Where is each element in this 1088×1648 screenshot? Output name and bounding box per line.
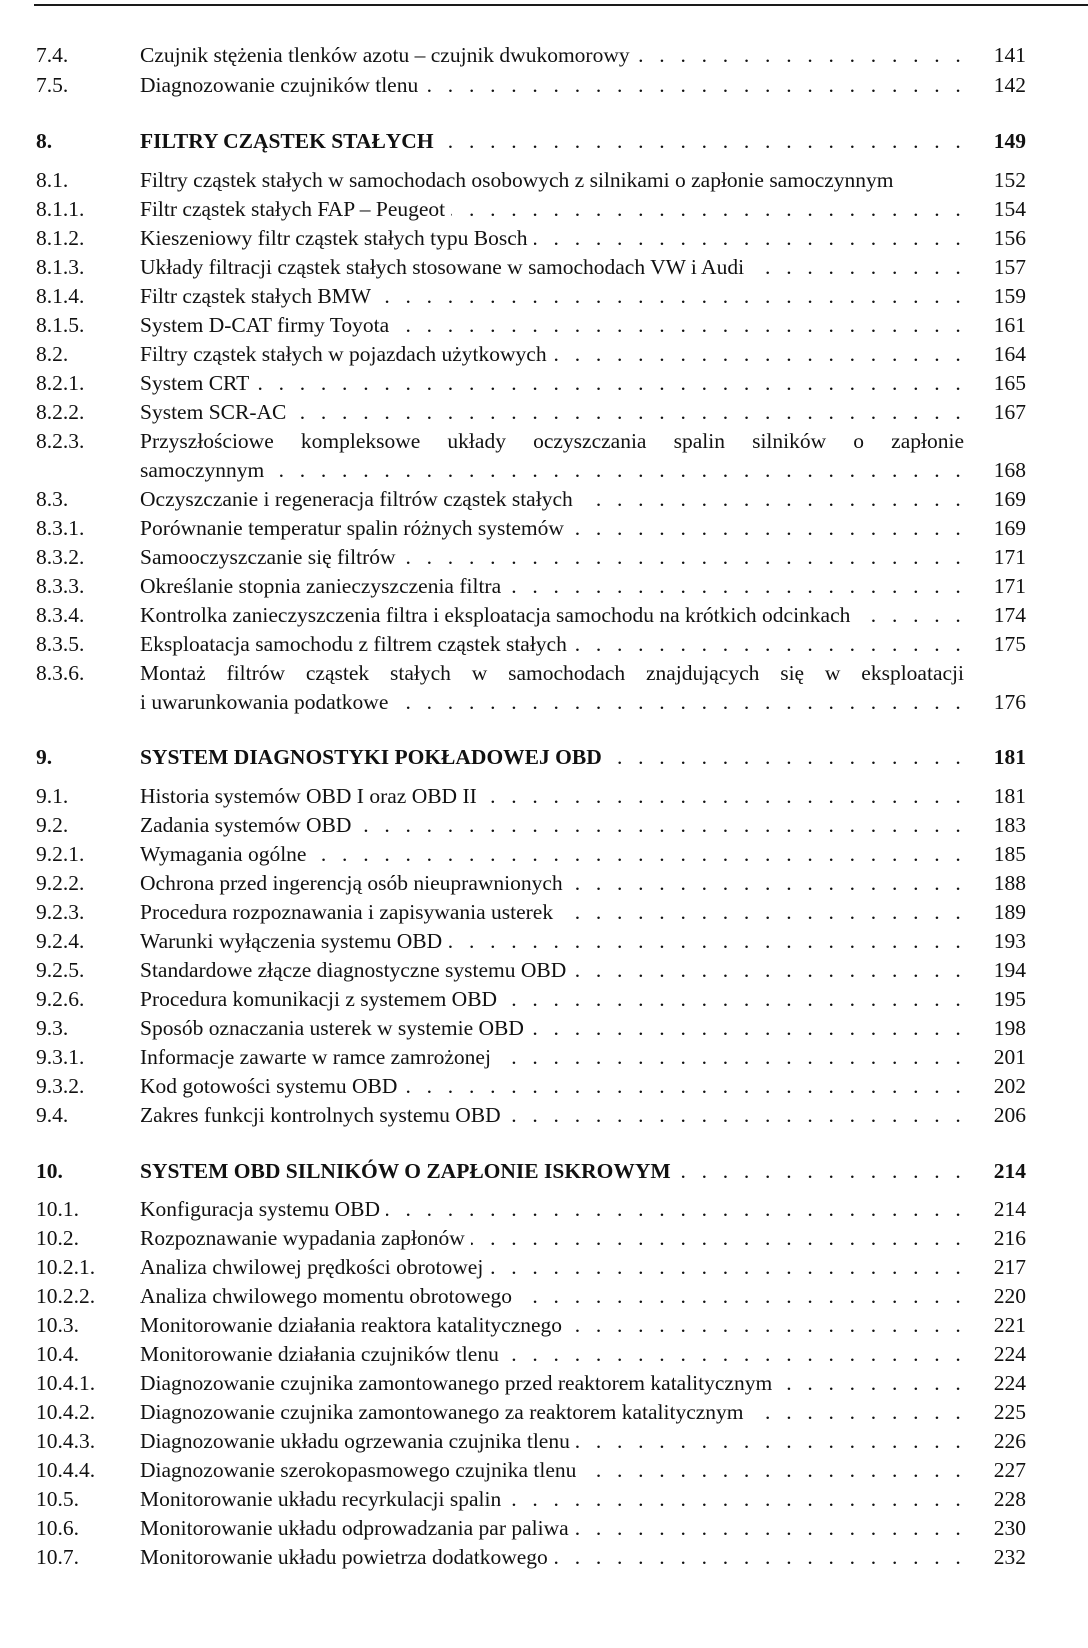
section-title-text: Monitorowanie działania reaktora katalitycznego [140, 1313, 568, 1337]
section-number: 10.1. [36, 1197, 79, 1221]
section-number: 9.2.6. [36, 987, 85, 1011]
section-title-text: Zakres funkcji kontrolnych systemu OBD [140, 1103, 507, 1127]
section-number: 10.7. [36, 1545, 79, 1569]
section-number: 10.4.2. [36, 1400, 96, 1424]
page-number: 154 [993, 197, 1026, 221]
section-number: 8. [36, 129, 53, 153]
toc-entry [0, 513, 1088, 543]
section-number: 9. [36, 745, 53, 769]
section-number: 10.4. [36, 1342, 79, 1366]
page-number: 165 [993, 371, 1026, 395]
section-title-text: System CRT [140, 371, 255, 395]
toc-entry [0, 165, 1088, 195]
toc-entry [0, 1397, 1088, 1427]
page-number: 195 [993, 987, 1026, 1011]
page-number: 161 [993, 313, 1026, 337]
section-title-text: Analiza chwilowej prędkości obrotowej [140, 1255, 489, 1279]
toc-entry [0, 1542, 1088, 1572]
section-number: 10.4.3. [36, 1429, 96, 1453]
section-number: 8.3.2. [36, 545, 85, 569]
section-number: 9.4. [36, 1103, 69, 1127]
section-number: 8.1.5. [36, 313, 85, 337]
section-title [140, 1252, 966, 1282]
toc-entry [0, 868, 1088, 898]
section-number: 8.3. [36, 487, 69, 511]
toc-entry [0, 926, 1088, 956]
section-title-text: Filtry cząstek stałych w samochodach osobowych z silnikami o zapłonie samoczynnym [140, 168, 900, 192]
section-number: 8.3.4. [36, 603, 85, 627]
toc-entry [0, 426, 1088, 456]
toc-entry [0, 781, 1088, 811]
section-number: 10. [36, 1159, 63, 1183]
section-number: 9.2.1. [36, 842, 85, 866]
section-number: 8.1.3. [36, 255, 85, 279]
page-number: 174 [993, 603, 1026, 627]
section-title-text: Procedura rozpoznawania i zapisywania usterek [140, 900, 559, 924]
section-title-text: Wymagania ogólne [140, 842, 312, 866]
section-title [140, 281, 966, 311]
section-number: 8.1. [36, 168, 69, 192]
section-title [140, 484, 966, 514]
section-number: 10.6. [36, 1516, 79, 1540]
section-title-text: Oczyszczanie i regeneracja filtrów cząstek stałych [140, 487, 579, 511]
section-title-text: Przyszłościowe kompleksowe układy oczyszczania spalin silników o zapłonie [140, 429, 970, 453]
toc-entry [0, 984, 1088, 1014]
page-number: 227 [993, 1458, 1026, 1482]
page-number: 142 [993, 73, 1026, 97]
section-number: 10.2. [36, 1226, 79, 1250]
section-title-text: System SCR-AC [140, 400, 292, 424]
section-title [140, 1156, 966, 1186]
page-number: 225 [993, 1400, 1026, 1424]
section-number: 9.2. [36, 813, 69, 837]
page-number: 181 [993, 745, 1026, 769]
section-title [140, 126, 966, 156]
toc-entry [0, 1368, 1088, 1398]
section-title [140, 194, 966, 224]
section-title-text: Określanie stopnia zanieczyszczenia filtra [140, 574, 507, 598]
section-title [140, 600, 966, 630]
section-number: 10.2.2. [36, 1284, 96, 1308]
section-title-text: Diagnozowanie czujników tlenu [140, 73, 424, 97]
section-title [140, 1368, 966, 1398]
section-title [140, 1223, 966, 1253]
section-title-text: Kod gotowości systemu OBD [140, 1074, 403, 1098]
section-title [140, 810, 966, 840]
toc-chapter-entry [0, 126, 1088, 156]
section-number: 8.2.1. [36, 371, 85, 395]
section-title [140, 40, 966, 70]
section-title-text: Diagnozowanie szerokopasmowego czujnika tlenu [140, 1458, 582, 1482]
toc-entry [0, 1100, 1088, 1130]
section-title [140, 397, 966, 427]
section-title [140, 868, 966, 898]
section-title [140, 1484, 966, 1514]
page-number: 220 [993, 1284, 1026, 1308]
section-title [140, 310, 966, 340]
section-title-text: Procedura komunikacji z systemem OBD [140, 987, 503, 1011]
page-number: 171 [993, 574, 1026, 598]
section-title [140, 542, 966, 572]
section-title-text: Monitorowanie działania czujników tlenu [140, 1342, 505, 1366]
toc-entry [0, 1455, 1088, 1485]
page-number: 176 [993, 690, 1026, 714]
section-title [140, 742, 966, 772]
section-title-text: Montaż filtrów cząstek stałych w samochodach znajdujących się w eksploatacji [140, 661, 970, 685]
page-number: 217 [993, 1255, 1026, 1279]
toc-entry [0, 1310, 1088, 1340]
section-title [140, 1042, 966, 1072]
page-number: 214 [993, 1159, 1026, 1183]
page-number: 228 [993, 1487, 1026, 1511]
section-number: 8.2.2. [36, 400, 85, 424]
page-number: 159 [993, 284, 1026, 308]
page-number: 224 [993, 1342, 1026, 1366]
section-number: 9.2.3. [36, 900, 85, 924]
toc-entry [0, 1339, 1088, 1369]
section-title-text: System D-CAT firmy Toyota [140, 313, 395, 337]
section-title [140, 252, 966, 282]
section-number: 8.1.4. [36, 284, 85, 308]
page-number: 216 [993, 1226, 1026, 1250]
section-title-text: Porównanie temperatur spalin różnych systemów [140, 516, 570, 540]
page-number: 169 [993, 487, 1026, 511]
section-title [140, 1339, 966, 1369]
toc-entry [0, 658, 1088, 688]
toc-entry [0, 223, 1088, 253]
toc-entry [0, 542, 1088, 572]
section-title-text: Historia systemów OBD I oraz OBD II [140, 784, 483, 808]
section-title-text: Konfiguracja systemu OBD [140, 1197, 386, 1221]
section-number: 9.1. [36, 784, 69, 808]
toc-entry [0, 1071, 1088, 1101]
section-number: 8.3.1. [36, 516, 85, 540]
section-title-text: FILTRY CZĄSTEK STAŁYCH [140, 129, 440, 153]
section-number: 9.3. [36, 1016, 69, 1040]
section-number: 9.3.1. [36, 1045, 85, 1069]
page-number: 214 [993, 1197, 1026, 1221]
section-number: 8.3.5. [36, 632, 85, 656]
toc-entry [0, 1426, 1088, 1456]
section-title [140, 70, 966, 100]
page-number: 169 [993, 516, 1026, 540]
section-title [140, 897, 966, 927]
page-number: 224 [993, 1371, 1026, 1395]
section-title [140, 839, 966, 869]
page-number: 226 [993, 1429, 1026, 1453]
section-title [140, 1013, 966, 1043]
section-title-text: Standardowe złącze diagnostyczne systemu OBD [140, 958, 572, 982]
section-title-text: Warunki wyłączenia systemu OBD [140, 929, 448, 953]
section-title [140, 1100, 966, 1130]
section-title-text: i uwarunkowania podatkowe [140, 690, 394, 714]
page-number: 175 [993, 632, 1026, 656]
section-title-text: Kontrolka zanieczyszczenia filtra i eksploatacja samochodu na krótkich odcinkach [140, 603, 856, 627]
toc-entry [0, 194, 1088, 224]
section-title [140, 1455, 966, 1485]
section-title-text: samoczynnym [140, 458, 270, 482]
section-title-text: Monitorowanie układu odprowadzania par paliwa [140, 1516, 575, 1540]
page-number: 206 [993, 1103, 1026, 1127]
section-title-text: Zadania systemów OBD [140, 813, 357, 837]
page-number: 183 [993, 813, 1026, 837]
toc-entry [0, 1513, 1088, 1543]
page-number: 193 [993, 929, 1026, 953]
section-title [140, 926, 966, 956]
toc-entry [0, 897, 1088, 927]
page-number: 141 [993, 43, 1026, 67]
toc-entry [0, 629, 1088, 659]
toc-entry [0, 571, 1088, 601]
section-title-text: Czujnik stężenia tlenków azotu – czujnik dwukomorowy [140, 43, 636, 67]
toc-chapter-entry [0, 742, 1088, 772]
section-title [140, 455, 966, 485]
toc-entry [0, 687, 1088, 717]
page-number: 185 [993, 842, 1026, 866]
page-number: 168 [993, 458, 1026, 482]
toc-entry [0, 955, 1088, 985]
section-title [140, 984, 966, 1014]
section-number: 10.4.4. [36, 1458, 96, 1482]
section-title-text: Monitorowanie układu powietrza dodatkowego [140, 1545, 554, 1569]
section-title-text: Sposób oznaczania usterek w systemie OBD [140, 1016, 530, 1040]
section-title [140, 513, 966, 543]
toc-entry [0, 455, 1088, 485]
header-rule [34, 4, 1088, 6]
page-number: 167 [993, 400, 1026, 424]
toc-entry [0, 339, 1088, 369]
toc-entry [0, 600, 1088, 630]
page-number: 156 [993, 226, 1026, 250]
section-title [140, 658, 970, 688]
section-number: 10.4.1. [36, 1371, 96, 1395]
section-number: 7.5. [36, 73, 69, 97]
page-number: 230 [993, 1516, 1026, 1540]
section-title [140, 1310, 966, 1340]
section-number: 8.3.6. [36, 661, 85, 685]
page-number: 149 [993, 129, 1026, 153]
section-title [140, 339, 966, 369]
section-title-text: Informacje zawarte w ramce zamrożonej [140, 1045, 497, 1069]
toc-entry [0, 40, 1088, 70]
toc-entry [0, 1223, 1088, 1253]
section-title [140, 781, 966, 811]
section-number: 8.2.3. [36, 429, 85, 453]
toc-entry [0, 1194, 1088, 1224]
section-title [140, 1426, 966, 1456]
section-title [140, 1281, 966, 1311]
toc-entry [0, 397, 1088, 427]
section-number: 9.2.4. [36, 929, 85, 953]
section-title-text: Monitorowanie układu recyrkulacji spalin [140, 1487, 507, 1511]
toc-entry [0, 1042, 1088, 1072]
toc-entry [0, 810, 1088, 840]
section-title [140, 1071, 966, 1101]
page-number: 232 [993, 1545, 1026, 1569]
section-number: 10.3. [36, 1313, 79, 1337]
page-number: 181 [993, 784, 1026, 808]
section-title-text: SYSTEM DIAGNOSTYKI POKŁADOWEJ OBD [140, 745, 608, 769]
section-title-text: Diagnozowanie czujnika zamontowanego za reaktorem katalitycznym [140, 1400, 750, 1424]
section-number: 9.2.5. [36, 958, 85, 982]
section-title-text: Filtr cząstek stałych FAP – Peugeot [140, 197, 451, 221]
page-number: 171 [993, 545, 1026, 569]
toc-entry [0, 252, 1088, 282]
toc-entry [0, 70, 1088, 100]
section-number: 7.4. [36, 43, 69, 67]
section-title-text: Ochrona przed ingerencją osób nieuprawnionych [140, 871, 569, 895]
section-title-text: Eksploatacja samochodu z filtrem cząstek stałych [140, 632, 573, 656]
section-title [140, 1194, 966, 1224]
section-number: 10.2.1. [36, 1255, 96, 1279]
section-title [140, 1542, 966, 1572]
toc-entry [0, 1484, 1088, 1514]
section-title [140, 955, 966, 985]
section-title-text: Rozpoznawanie wypadania zapłonów [140, 1226, 471, 1250]
section-number: 8.1.2. [36, 226, 85, 250]
section-title-text: Filtry cząstek stałych w pojazdach użytkowych [140, 342, 553, 366]
page-number: 198 [993, 1016, 1026, 1040]
page-number: 189 [993, 900, 1026, 924]
section-title-text: SYSTEM OBD SILNIKÓW O ZAPŁONIE ISKROWYM [140, 1159, 677, 1183]
section-title-text: Układy filtracji cząstek stałych stosowane w samochodach VW i Audi [140, 255, 750, 279]
section-title [140, 629, 966, 659]
section-title [140, 165, 966, 195]
toc-entry [0, 1281, 1088, 1311]
section-title [140, 571, 966, 601]
section-number: 8.1.1. [36, 197, 85, 221]
toc-entry [0, 1013, 1088, 1043]
section-title [140, 687, 966, 717]
section-title-text: Diagnozowanie czujnika zamontowanego przed reaktorem katalitycznym [140, 1371, 778, 1395]
page-number: 152 [993, 168, 1026, 192]
page-number: 157 [993, 255, 1026, 279]
toc-entry [0, 484, 1088, 514]
section-title-text: Kieszeniowy filtr cząstek stałych typu Bosch [140, 226, 534, 250]
toc-entry [0, 1252, 1088, 1282]
page-number: 202 [993, 1074, 1026, 1098]
section-number: 8.2. [36, 342, 69, 366]
section-number: 9.3.2. [36, 1074, 85, 1098]
section-title-text: Samooczyszczanie się filtrów [140, 545, 402, 569]
toc-entry [0, 310, 1088, 340]
section-number: 10.5. [36, 1487, 79, 1511]
section-title [140, 1397, 966, 1427]
section-title-text: Diagnozowanie układu ogrzewania czujnika tlenu [140, 1429, 576, 1453]
section-title-text: Analiza chwilowego momentu obrotowego [140, 1284, 518, 1308]
toc-entry [0, 839, 1088, 869]
page-number: 201 [993, 1045, 1026, 1069]
section-number: 9.2.2. [36, 871, 85, 895]
toc-chapter-entry [0, 1156, 1088, 1186]
section-number: 8.3.3. [36, 574, 85, 598]
section-title [140, 1513, 966, 1543]
page-number: 194 [993, 958, 1026, 982]
toc-entry [0, 281, 1088, 311]
section-title [140, 426, 970, 456]
section-title-text: Filtr cząstek stałych BMW [140, 284, 377, 308]
section-title [140, 223, 966, 253]
page-number: 164 [993, 342, 1026, 366]
toc-entry [0, 368, 1088, 398]
page-number: 188 [993, 871, 1026, 895]
page-number: 221 [993, 1313, 1026, 1337]
section-title [140, 368, 966, 398]
